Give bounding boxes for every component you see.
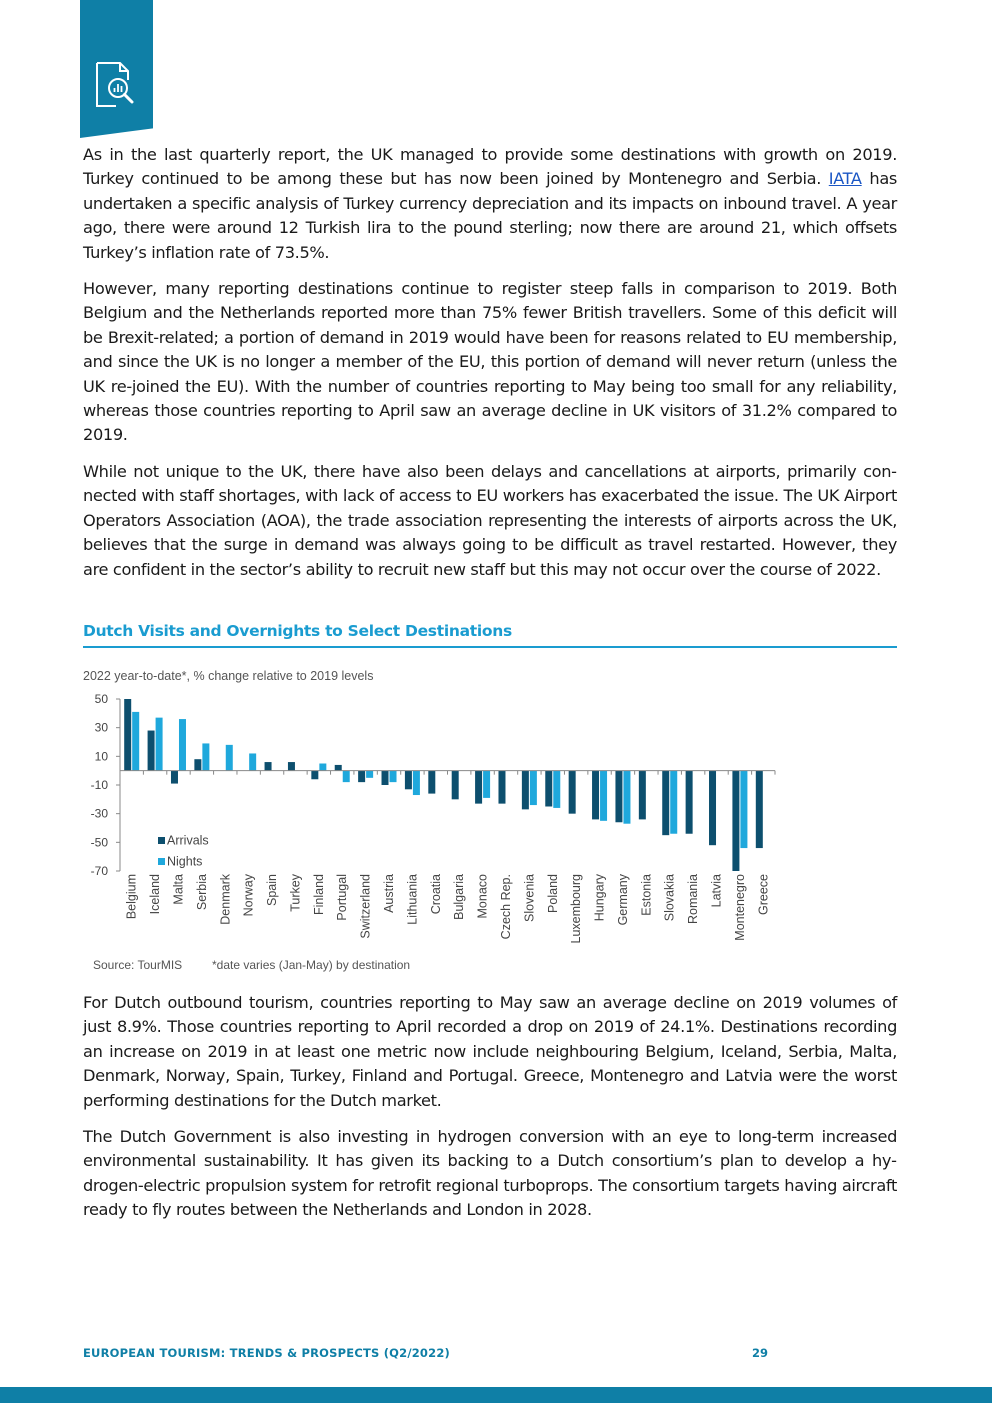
category-label-luxembourg: Luxembourg	[569, 874, 584, 944]
category-label-malta: Malta	[171, 874, 186, 905]
bar-arrivals-spain	[265, 762, 272, 771]
bar-arrivals-greece	[756, 771, 763, 848]
intro-paragraph-3: While not unique to the UK, there have also been delays and cancellations at airports, primarily connected with staff shortages, with lack of access to EU workers has exacerbated the issue. The UK Airport Operators Association (AOA), the trade association representing the interests of airports across the UK, believes that the surge in demand was always going to be difficult as travel restarted. However, they are confident in the sector’s ability to recruit new staff but this may not occur over the course of 2022.	[83, 461, 897, 579]
bar-arrivals-bulgaria	[452, 771, 459, 800]
bar-arrivals-latvia	[709, 771, 716, 846]
outro-text	[83, 991, 897, 1235]
intro-paragraph-1	[83, 143, 897, 265]
category-label-estonia: Estonia	[639, 874, 654, 916]
category-label-romania: Romania	[686, 874, 701, 925]
bar-chart	[83, 688, 897, 978]
y-tick-label: 10	[94, 749, 108, 764]
category-label-belgium: Belgium	[124, 874, 139, 920]
y-tick-label: -70	[90, 864, 108, 878]
bar-arrivals-hungary	[592, 771, 599, 820]
category-label-bulgaria: Bulgaria	[452, 874, 467, 920]
bar-nights-austria	[390, 771, 397, 782]
category-label-croatia: Croatia	[428, 874, 443, 915]
outro-paragraph-1: For Dutch outbound tourism, countries reporting to May saw an average decline on 2019 volumes of just 8.9%. Those countries reporting to April recorded a drop on 2019 of 24.1%. Destinations recording an increase on 2019 in at least one metric now include neighbouring Belgium, Iceland, Serbia, Malta, Denmark, Norway, Spain, Turkey, Finland and Portugal. Greece, Montenegro and Latvia were the worst performing destinations for the Dutch market.	[83, 993, 897, 1110]
intro-p1-end: has undertaken a specific analysis of Turkey currency depreciation and its impacts on inbound travel. A year ago, there were around 12 Turkish lira to the pound sterling; now there are around 21, which offsets Turkey’s inflation rate of 73.5%.	[83, 169, 897, 262]
chart-source: Source: TourMIS	[93, 958, 183, 972]
bar-arrivals-slovenia	[522, 771, 529, 810]
bar-nights-slovenia	[530, 771, 537, 805]
category-label-iceland: Iceland	[148, 874, 163, 915]
bar-nights-belgium	[132, 712, 139, 771]
bar-nights-switzerland	[366, 771, 373, 778]
bar-arrivals-austria	[382, 771, 389, 785]
bar-nights-denmark	[226, 745, 233, 771]
intro-p1-start: As in the last quarterly report, the UK managed to provide some destinations with growth on 2019. Turkey continued to be among these but has now been joined by Montenegro and Serbia.	[83, 145, 897, 189]
bar-arrivals-serbia	[194, 759, 201, 770]
iata-link[interactable]: IATA	[828, 169, 862, 189]
category-label-latvia: Latvia	[709, 874, 724, 908]
category-label-denmark: Denmark	[218, 874, 233, 925]
bar-arrivals-croatia	[428, 771, 435, 794]
category-label-greece: Greece	[756, 874, 771, 915]
bar-arrivals-czech-rep-	[498, 771, 505, 804]
category-label-turkey: Turkey	[288, 874, 303, 912]
bar-nights-monaco	[483, 771, 490, 798]
legend-swatch-nights	[158, 858, 165, 865]
bar-nights-finland	[319, 764, 326, 771]
category-label-lithuania: Lithuania	[405, 874, 420, 925]
bar-arrivals-luxembourg	[569, 771, 576, 814]
bar-arrivals-iceland	[148, 731, 155, 771]
category-label-poland: Poland	[545, 874, 560, 913]
bar-arrivals-switzerland	[358, 771, 365, 782]
category-label-montenegro: Montenegro	[732, 874, 747, 941]
bar-arrivals-turkey	[288, 762, 295, 771]
category-label-monaco: Monaco	[475, 874, 490, 919]
bar-nights-norway	[249, 753, 256, 770]
bar-arrivals-estonia	[639, 771, 646, 820]
chart-subtitle: 2022 year-to-date*, % change relative to 2019 levels	[83, 669, 374, 683]
bar-nights-malta	[179, 719, 186, 771]
legend-label-arrivals: Arrivals	[167, 833, 209, 848]
category-label-finland: Finland	[311, 874, 326, 915]
category-label-slovakia: Slovakia	[662, 874, 677, 922]
legend-label-nights: Nights	[167, 854, 203, 869]
bar-arrivals-malta	[171, 771, 178, 784]
bar-arrivals-montenegro	[732, 771, 739, 871]
y-tick-label: -30	[90, 806, 108, 821]
bar-nights-hungary	[600, 771, 607, 821]
category-label-czech-rep-: Czech Rep.	[498, 874, 513, 940]
bar-nights-poland	[553, 771, 560, 808]
intro-paragraph-2: However, many reporting destinations continue to register steep falls in comparison to 2019. Both Belgium and the Netherlands reported more than 75% fewer British travellers. Some of this deficit will be Brexit-related; a portion of demand in 2019 would have been for reasons related to EU membership, and since the UK is no longer a member of the EU, this portion of demand will never return (unless the UK re-joined the EU). With the number of countries reporting to May being too small for any reliability, whereas those countries reporting to April saw an average decline in UK visitors of 31.2% compared to 2019.	[83, 279, 897, 445]
bar-arrivals-belgium	[124, 699, 131, 771]
category-label-portugal: Portugal	[335, 874, 350, 921]
bar-arrivals-finland	[311, 771, 318, 780]
outro-paragraph-2: The Dutch Government is also investing in hydrogen conversion with an eye to long-term increased environmental sustainability. It has given its backing to a Dutch consortium’s plan to develop a hydrogen-electric propulsion system for retrofit regional turboprops. The consortium targets having aircraft ready to fly routes between the Netherlands and London in 2028.	[83, 1127, 897, 1220]
chart-heading: Dutch Visits and Overnights to Select Destinations	[83, 622, 897, 648]
intro-text	[83, 143, 897, 594]
y-tick-label: -50	[90, 835, 108, 850]
footer-bar	[0, 1387, 992, 1403]
y-tick-label: 30	[94, 720, 108, 735]
document-chart-search-icon	[94, 60, 138, 110]
bar-arrivals-monaco	[475, 771, 482, 804]
category-label-switzerland: Switzerland	[358, 874, 373, 939]
bar-arrivals-romania	[686, 771, 693, 834]
category-label-austria: Austria	[382, 874, 397, 913]
bar-nights-serbia	[202, 743, 209, 770]
category-label-germany: Germany	[615, 874, 630, 926]
chart-footnote: *date varies (Jan-May) by destination	[212, 958, 411, 972]
section-tab	[80, 0, 153, 138]
category-label-serbia: Serbia	[194, 874, 209, 911]
legend-swatch-arrivals	[158, 837, 165, 844]
bar-nights-lithuania	[413, 771, 420, 795]
bar-arrivals-poland	[545, 771, 552, 807]
bar-arrivals-portugal	[335, 765, 342, 771]
page-number: 29	[752, 1346, 769, 1360]
category-label-norway: Norway	[241, 874, 256, 917]
category-label-hungary: Hungary	[592, 874, 607, 922]
footer-title: EUROPEAN TOURISM: TRENDS & PROSPECTS (Q2/2022)	[83, 1346, 450, 1360]
y-tick-label: -10	[90, 778, 108, 792]
bar-nights-montenegro	[740, 771, 747, 848]
bar-nights-iceland	[156, 718, 163, 771]
bar-nights-germany	[623, 771, 630, 824]
y-tick-label: 50	[94, 692, 108, 706]
bar-arrivals-lithuania	[405, 771, 412, 790]
bar-arrivals-slovakia	[662, 771, 669, 835]
category-label-spain: Spain	[265, 874, 280, 906]
bar-arrivals-germany	[615, 771, 622, 823]
bar-nights-portugal	[343, 771, 350, 782]
bar-nights-slovakia	[670, 771, 677, 834]
category-label-slovenia: Slovenia	[522, 874, 537, 922]
